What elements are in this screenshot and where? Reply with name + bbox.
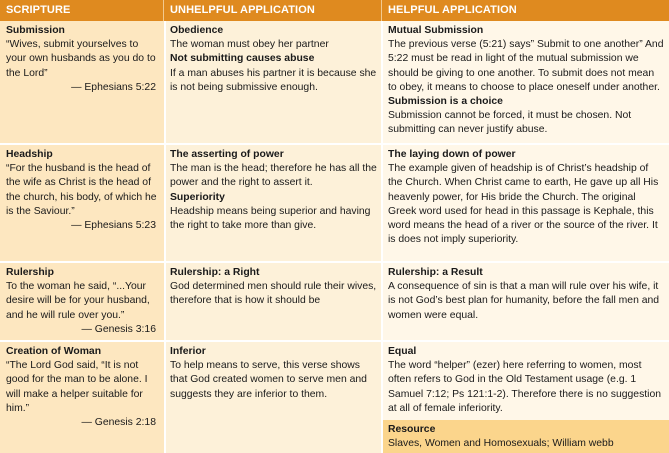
helpful-cell [382, 145, 669, 261]
scripture-reference: — Genesis 2:18 [81, 417, 156, 429]
unhelpful-cell [164, 263, 382, 340]
column-divider [164, 21, 166, 453]
table-row [0, 21, 669, 143]
unhelpful-title: The asserting of power [170, 149, 284, 160]
scripture-title: Submission [6, 25, 65, 36]
column-divider [381, 21, 383, 453]
helpful-title: Equal [388, 346, 417, 357]
table-row [0, 145, 669, 261]
unhelpful-text: God determined men should rule their wives, therefore that is how it should be [170, 281, 377, 307]
helpful-title: Submission is a choice [388, 96, 503, 108]
helpful-cell [382, 21, 669, 143]
scripture-reference: — Ephesians 5:23 [71, 220, 156, 232]
scripture-reference: — Ephesians 5:22 [71, 81, 156, 93]
helpful-text: A consequence of sin is that a man will rule over his wife, it is not God’s best plan for humanity, before the fall men and women were equal. [388, 281, 660, 321]
scripture-quote: To the woman he said, “...Your desire will be for your husband, and he will rule over you.” [6, 281, 150, 321]
resource-title: Resource [388, 424, 436, 435]
helpful-text: The word “helper” (ezer) here referring to women, most often refers to God in the Old Testament usage (e.g. 1 Samuel 7:12; Ps 121:1-2). Therefore there is no suggestion at all of female inferiority. [388, 360, 662, 414]
unhelpful-title: Obedience [170, 25, 224, 36]
table-row [0, 263, 669, 340]
unhelpful-text: Headship means being superior and having the right to take more than give. [170, 205, 371, 232]
helpful-title: The laying down of power [388, 149, 516, 160]
scripture-quote: “The Lord God said, “It is not good for the man to be alone. I will make a helper suitable for him.” [6, 360, 148, 414]
resource-text: Slaves, Women and Homosexuals; William webb [388, 438, 614, 450]
helpful-title: Mutual Submission [388, 25, 484, 36]
unhelpful-text: If a man abuses his partner it is because she is not being submissive enough. [170, 67, 377, 93]
scripture-title: Creation of Woman [6, 346, 102, 357]
scripture-reference: — Genesis 3:16 [81, 323, 156, 335]
helpful-text: Submission cannot be forced, it must be chosen. Not submitting can never justify abuse. [388, 110, 632, 136]
unhelpful-title: Inferior [170, 346, 206, 357]
unhelpful-text: The man is the head; therefore he has all the power and the right to assert it. [170, 163, 377, 189]
unhelpful-text: The woman must obey her partner [170, 39, 329, 51]
scripture-quote: “Wives, submit yourselves to your own husbands as you do to the Lord” [6, 39, 156, 79]
scripture-quote: “For the husband is the head of the wife as Christ is the head of the church, his body, of which he is the Saviour.” [6, 163, 157, 217]
resource-box [382, 420, 669, 453]
helpful-text: The previous verse (5:21) says” Submit to one another” And 5:22 must be read in light of the mutual submission we should be giving to one another. To submit does not mean to obey, it means to choose to place oneself under another. [388, 39, 664, 93]
unhelpful-cell [164, 21, 382, 143]
helpful-cell [382, 263, 669, 340]
header-unhelpful: UNHELPFUL APPLICATION [164, 0, 382, 21]
unhelpful-title: Superiority [170, 191, 225, 203]
scripture-cell [0, 21, 164, 143]
unhelpful-text: To help means to serve, this verse shows that God created women to serve men and suggests they are inferior to them. [170, 360, 367, 400]
table-header [0, 0, 669, 21]
scripture-cell [0, 145, 164, 261]
helpful-title: Rulership: a Result [388, 267, 483, 278]
scripture-title: Rulership [6, 267, 54, 278]
unhelpful-cell [164, 342, 382, 453]
unhelpful-title: Rulership: a Right [170, 267, 260, 278]
unhelpful-cell [164, 145, 382, 261]
header-scripture: SCRIPTURE [0, 0, 164, 21]
scripture-title: Headship [6, 149, 53, 160]
header-helpful: HELPFUL APPLICATION [382, 0, 669, 21]
scripture-cell [0, 263, 164, 340]
helpful-text: The example given of headship is of Christ’s headship of the Church. When Christ came to earth, He gave up all His heavenly power, for His bride the Church. The original Greek word used for head in this passage is Kephale, this word means the head of a river or the source of the river. It is does not imply superiority. [388, 163, 659, 246]
scripture-cell [0, 342, 164, 453]
unhelpful-title: Not submitting causes abuse [170, 53, 315, 65]
